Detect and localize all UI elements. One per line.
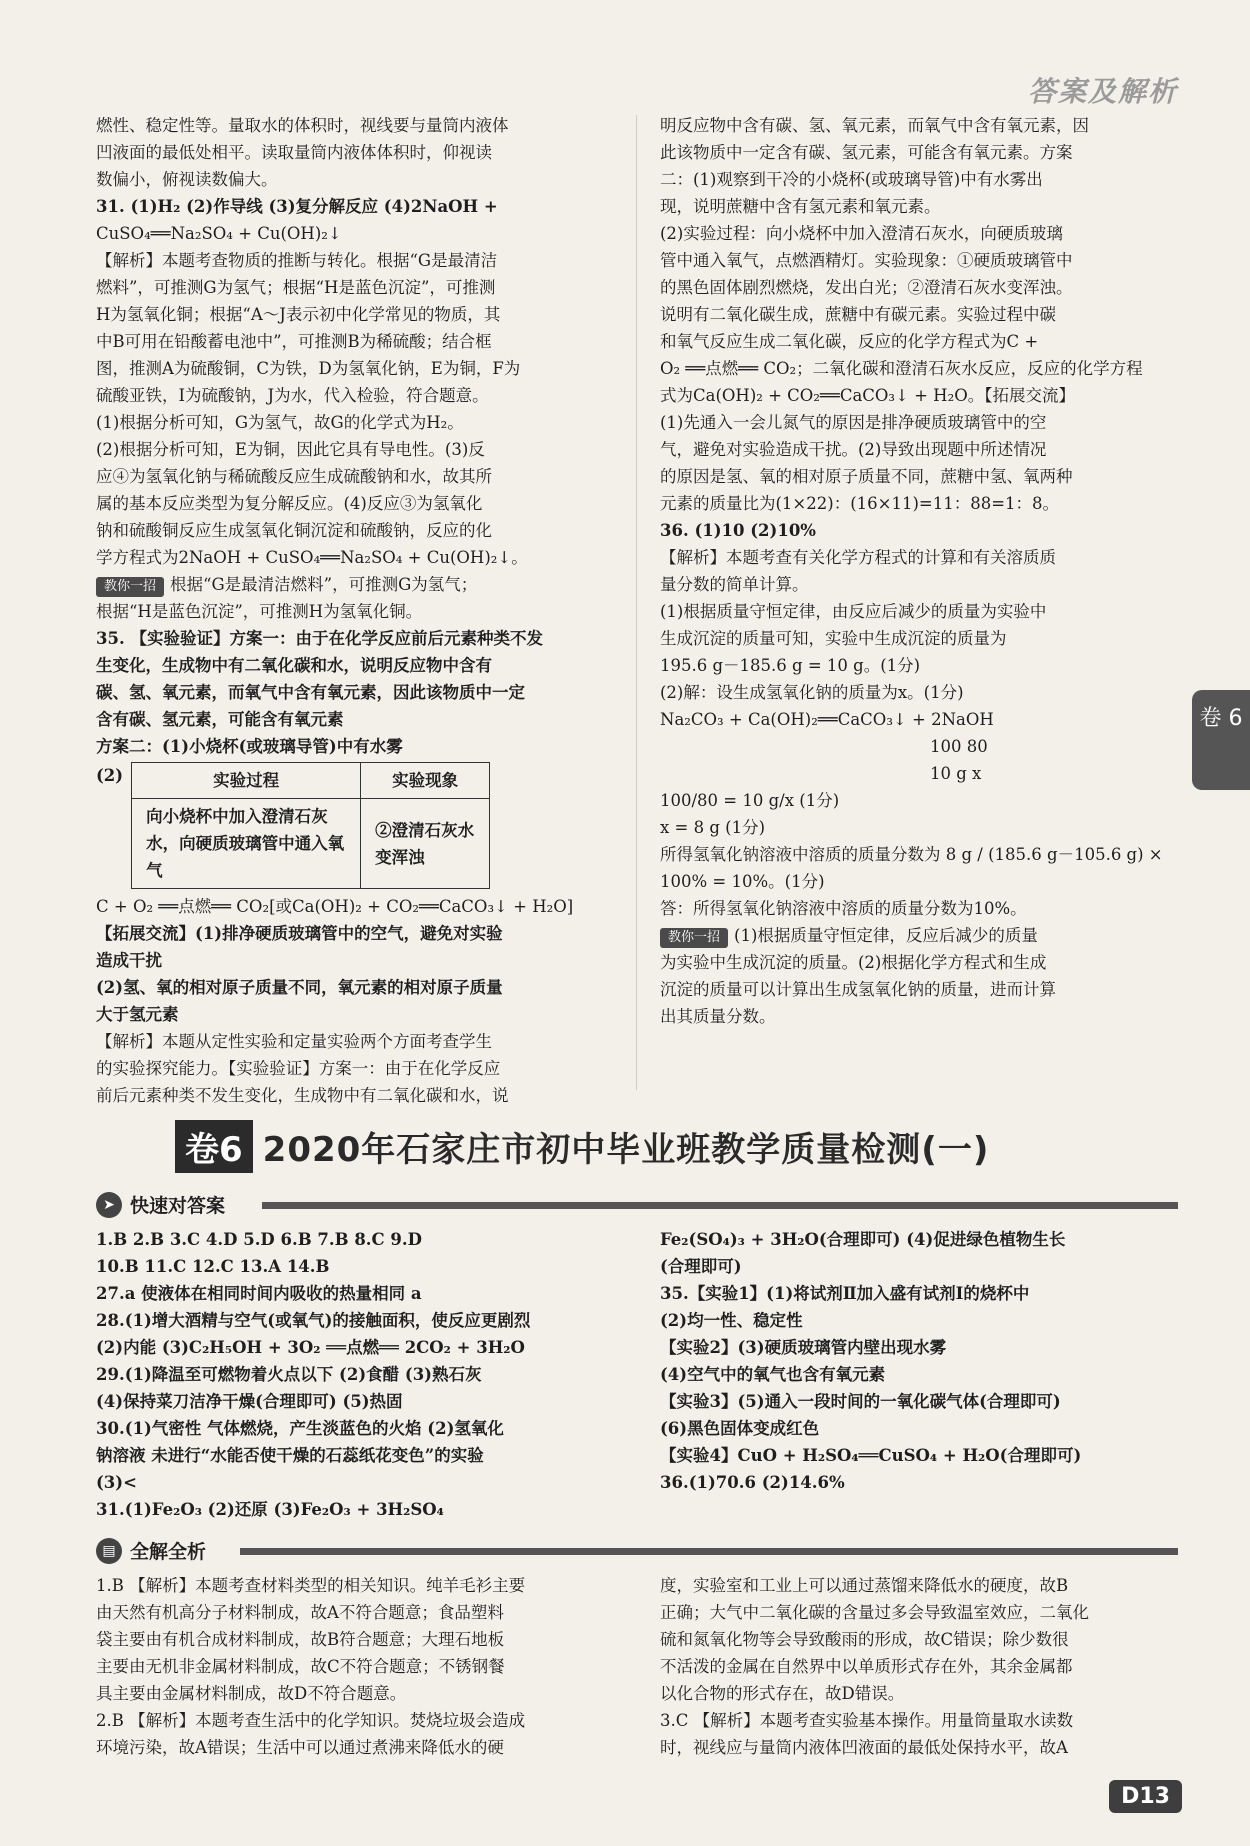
text-line: 造成干扰 [96, 951, 162, 970]
text-line: 以化合物的形式存在，故D错误。 [660, 1684, 905, 1703]
answer-35: 35. 【实验验证】方案一：由于在化学反应前后元素种类不发 [96, 629, 543, 648]
text-line: 图，推测A为硫酸铜，C为铁，D为氢氧化钠，E为铜，F为 [96, 359, 521, 378]
teach-tip-label: 教你一招 [96, 577, 164, 597]
text-line: 生变化，生成物中有二氧化碳和水，说明反应物中含有 [96, 656, 492, 675]
tip-36: 教你一招 (1)根据质量守恒定律，反应后减少的质量 [660, 922, 1185, 949]
answer-31: 31. (1)H₂ (2)作导线 (3)复分解反应 (4)2NaOH + [96, 197, 498, 216]
text-line: O₂ ══点燃══ CO₂；二氧化碳和澄清石灰水反应，反应的化学方程 [660, 359, 1143, 378]
top-left-column [96, 112, 626, 1109]
text-line: 燃性、稳定性等。量取水的体积时，视线要与量筒内液体 [96, 116, 509, 135]
text-line: 钠和硫酸铜反应生成氢氧化铜沉淀和硫酸钠，反应的化 [96, 521, 492, 540]
equation-line: Na₂CO₃ + Ca(OH)₂══CaCO₃↓ + 2NaOH [660, 710, 994, 729]
text-line: 沉淀的质量可以计算出生成氢氧化钠的质量，进而计算 [660, 980, 1056, 999]
text-line: (1)根据分析可知，G为氢气，故G的化学式为H₂。 [96, 413, 464, 432]
text-line: 【解析】本题从定性实验和定量实验两个方面考查学生 [96, 1032, 492, 1051]
text-line: 【实验3】(5)通入一段时间的一氧化碳气体(合理即可) [660, 1392, 1061, 1411]
header-brand: 答案及解析 [1027, 75, 1178, 108]
experiment-table [131, 762, 490, 889]
text-line: Fe₂(SO₄)₃ + 3H₂O(合理即可) (4)促进绿色植物生长 [660, 1230, 1066, 1249]
text-line: 含有碳、氢元素，可能含有氧元素 [96, 710, 344, 729]
table-header: 实验过程 [132, 763, 361, 799]
text-line: 大于氢元素 [96, 1005, 179, 1024]
text-line: 1.B 2.B 3.C 4.D 5.D 6.B 7.B 8.C 9.D [96, 1230, 422, 1249]
text-line: 硫酸亚铁，I为硫酸钠，J为水，代入检验，符合题意。 [96, 386, 489, 405]
text-line: 【实验4】CuO + H₂SO₄══CuSO₄ + H₂O(合理即可) [660, 1446, 1082, 1465]
experiment-table-wrap [96, 762, 626, 889]
text-line: C + O₂ ══点燃══ CO₂[或Ca(OH)₂ + CO₂══CaCO₃↓ + H₂O] [96, 897, 574, 916]
text-line: 时，视线应与量筒内液体凹液面的最低处保持水平，故A [660, 1738, 1068, 1757]
text-line: 根据“H是蓝色沉淀”，可推测H为氢氧化铜。 [96, 602, 423, 621]
column-divider-top [636, 115, 637, 1090]
text-line: 度，实验室和工业上可以通过蒸馏来降低水的硬度，故B [660, 1576, 1069, 1595]
text-line: 所得氢氧化钠溶液中溶质的质量分数为 8 g / (185.6 g－105.6 g) × [660, 845, 1163, 864]
tip-31: 教你一招 根据“G是最清洁燃料”，可推测G为氢气； [96, 571, 626, 598]
text-line: 35.【实验1】(1)将试剂Ⅱ加入盛有试剂Ⅰ的烧杯中 [660, 1284, 1030, 1303]
text-line: 的原因是氢、氧的相对原子质量不同，蔗糖中氢、氧两种 [660, 467, 1073, 486]
text-line: 28.(1)增大酒精与空气(或氧气)的接触面积，使反应更剧烈 [96, 1311, 531, 1330]
text-line: (2)根据分析可知，E为铜，因此它具有导电性。(3)反 [96, 440, 485, 459]
text-line: (2)内能 (3)C₂H₅OH + 3O₂ ══点燃══ 2CO₂ + 3H₂O [96, 1338, 525, 1357]
text-line: 此该物质中一定含有碳、氢元素，可能含有氧元素。方案 [660, 143, 1073, 162]
text-line: (合理即可) [660, 1257, 742, 1276]
text-line: 现，说明蔗糖中含有氢元素和氧元素。 [660, 197, 941, 216]
text-line: 31.(1)Fe₂O₃ (2)还原 (3)Fe₂O₃ + 3H₂SO₄ [96, 1500, 444, 1519]
text-line: 主要由无机非金属材料制成，故C不符合题意；不锈钢餐 [96, 1657, 505, 1676]
text-line: 方案二：(1)小烧杯(或玻璃导管)中有水雾 [96, 737, 403, 756]
text-line: 【解析】本题考查物质的推断与转化。根据“G是最清洁 [96, 251, 498, 270]
equation-line: 100 80 [930, 737, 988, 756]
text-line: 学方程式为2NaOH + CuSO₄══Na₂SO₄ + Cu(OH)₂↓。 [96, 548, 528, 567]
answer-36: 36. (1)10 (2)10% [660, 521, 816, 540]
equation-line: 10 g x [930, 764, 982, 783]
text-line: 正确；大气中二氧化碳的含量过多会导致温室效应，二氧化 [660, 1603, 1089, 1622]
page-number: D13 [1109, 1780, 1182, 1813]
text-line: 环境污染，故A错误；生活中可以通过煮沸来降低水的硬 [96, 1738, 504, 1757]
text-line: 硫和氮氧化物等会导致酸雨的形成，故C错误；除少数很 [660, 1630, 1069, 1649]
text-line: 明反应物中含有碳、氢、氧元素，而氧气中含有氧元素，因 [660, 116, 1089, 135]
full-analysis-heading: ▤ 全解全析 [96, 1537, 206, 1564]
text-line: H为氢氧化铜；根据“A～J表示初中化学常见的物质，其 [96, 305, 501, 324]
text-line: 气，避免对实验造成干扰。(2)导致出现题中所述情况 [660, 440, 1047, 459]
section-rule [240, 1548, 1178, 1555]
full-left-column [96, 1572, 626, 1761]
text-line: 碳、氢、氧元素，而氧气中含有氧元素，因此该物质中一定 [96, 683, 525, 702]
title-text: 2020年石家庄市初中毕业班教学质量检测(一) [262, 1129, 990, 1170]
text-line: 不活泼的金属在自然界中以单质形式存在外，其余金属都 [660, 1657, 1073, 1676]
text-line: 管中通入氧气，点燃酒精灯。实验现象：①硬质玻璃管中 [660, 251, 1073, 270]
text-line: 燃料”，可推测G为氢气；根据“H是蓝色沉淀”，可推测 [96, 278, 496, 297]
text-line: (4)保持菜刀洁净干燥(合理即可) (5)热固 [96, 1392, 403, 1411]
text-line: 应④为氢氧化钠与稀硫酸反应生成硫酸钠和水，故其所 [96, 467, 492, 486]
text-line: 由天然有机高分子材料制成，故A不符合题意；食品塑料 [96, 1603, 504, 1622]
text-line: 答：所得氢氧化钠溶液中溶质的质量分数为10%。 [660, 899, 1027, 918]
text-line: 二：(1)观察到干冷的小烧杯(或玻璃导管)中有水雾出 [660, 170, 1043, 189]
table-cell: 向小烧杯中加入澄清石灰水，向硬质玻璃管中通入氧气 [132, 799, 361, 889]
text-line: 式为Ca(OH)₂ + CO₂══CaCO₃↓ + H₂O。【拓展交流】 [660, 386, 1075, 405]
text-line: 属的基本反应类型为复分解反应。(4)反应③为氢氧化 [96, 494, 483, 513]
text-line: 凹液面的最低处相平。读取量筒内液体体积时，仰视读 [96, 143, 492, 162]
text-line: (1)先通入一会儿氮气的原因是排净硬质玻璃管中的空 [660, 413, 1047, 432]
text-line: (4)空气中的氧气也含有氧元素 [660, 1365, 886, 1384]
text-line: 出其质量分数。 [660, 1007, 776, 1026]
text-line: 27.a 使液体在相同时间内吸收的热量相同 a [96, 1284, 422, 1303]
table-header: 实验现象 [361, 763, 490, 799]
text-line: 元素的质量比为(1×22)：(16×11)=11：88=1：8。 [660, 494, 1060, 513]
text-line: 1.B 【解析】本题考查材料类型的相关知识。纯羊毛衫主要 [96, 1576, 526, 1595]
quick-answers-heading: ➤ 快速对答案 [96, 1191, 225, 1218]
text-line: 195.6 g－185.6 g = 10 g。(1分) [660, 656, 921, 675]
text-line: 10.B 11.C 12.C 13.A 14.B [96, 1257, 330, 1276]
text-line: 和氧气反应生成二氧化碳，反应的化学方程式为C + [660, 332, 1039, 351]
text-line: 【实验2】(3)硬质玻璃管内壁出现水雾 [660, 1338, 947, 1357]
text-line: (2)氢、氧的相对原子质量不同，氧元素的相对原子质量 [96, 978, 503, 997]
table-cell: ②澄清石灰水变浑浊 [361, 799, 490, 889]
text-line: 30.(1)气密性 气体燃烧，产生淡蓝色的火焰 (2)氢氧化 [96, 1419, 504, 1438]
text-line: 量分数的简单计算。 [660, 575, 809, 594]
text-line: 36.(1)70.6 (2)14.6% [660, 1473, 845, 1492]
rocket-icon: ➤ [96, 1192, 122, 1218]
text-line: 3.C 【解析】本题考查实验基本操作。用量筒量取水读数 [660, 1711, 1074, 1730]
teach-tip-label: 教你一招 [660, 928, 728, 948]
text-line: 【解析】本题考查有关化学方程式的计算和有关溶质质 [660, 548, 1056, 567]
text-line: (6)黑色固体变成红色 [660, 1419, 820, 1438]
exam-title [175, 1118, 989, 1174]
text-line: 为实验中生成沉淀的质量。(2)根据化学方程式和生成 [660, 953, 1047, 972]
volume-side-tab: 卷 6 [1192, 690, 1250, 790]
full-right-column [660, 1572, 1185, 1761]
text-line: 中B可用在铅酸蓄电池中”，可推测B为稀硫酸；结合框 [96, 332, 492, 351]
equation-line: x = 8 g (1分) [660, 818, 766, 837]
top-right-column [660, 112, 1185, 1030]
text-line: (1)根据质量守恒定律，由反应后减少的质量为实验中 [660, 602, 1047, 621]
quick-left-column [96, 1226, 626, 1523]
text-line: 钠溶液 未进行“水能否使干燥的石蕊纸花变色”的实验 [96, 1446, 484, 1465]
text-line: 100% = 10%。(1分) [660, 872, 825, 891]
text-line: 生成沉淀的质量可知，实验中生成沉淀的质量为 [660, 629, 1007, 648]
quick-right-column [660, 1226, 1185, 1496]
text-line: (2)实验过程：向小烧杯中加入澄清石灰水，向硬质玻璃 [660, 224, 1063, 243]
text-line: 【拓展交流】(1)排净硬质玻璃管中的空气，避免对实验 [96, 924, 503, 943]
text-line: 袋主要由有机合成材料制成，故B符合题意；大理石地板 [96, 1630, 505, 1649]
text-line: 的实验探究能力。【实验验证】方案一：由于在化学反应 [96, 1059, 501, 1078]
text-line: 数偏小，俯视读数偏大。 [96, 170, 278, 189]
text-line: CuSO₄══Na₂SO₄ + Cu(OH)₂↓ [96, 224, 342, 243]
title-badge: 卷6 [175, 1120, 253, 1173]
text-line: 具主要由金属材料制成，故D不符合题意。 [96, 1684, 407, 1703]
text-line: (2)均一性、稳定性 [660, 1311, 803, 1330]
section-rule [262, 1202, 1178, 1209]
text-line: 说明有二氧化碳生成，蔗糖中有碳元素。实验过程中碳 [660, 305, 1056, 324]
text-line: (2)解：设生成氢氧化钠的质量为x。(1分) [660, 683, 964, 702]
text-line: 2.B 【解析】本题考查生活中的化学知识。焚烧垃圾会造成 [96, 1711, 526, 1730]
text-line: 前后元素种类不发生变化，生成物中有二氧化碳和水，说 [96, 1086, 509, 1105]
book-icon: ▤ [96, 1538, 122, 1564]
text-line: 的黑色固体剧烈燃烧，发出白光；②澄清石灰水变浑浊。 [660, 278, 1073, 297]
table-prefix: (2) [96, 766, 124, 785]
text-line: 29.(1)降温至可燃物着火点以下 (2)食醋 (3)熟石灰 [96, 1365, 482, 1384]
equation-line: 100/80 = 10 g/x (1分) [660, 791, 840, 810]
text-line: (3)< [96, 1473, 137, 1492]
